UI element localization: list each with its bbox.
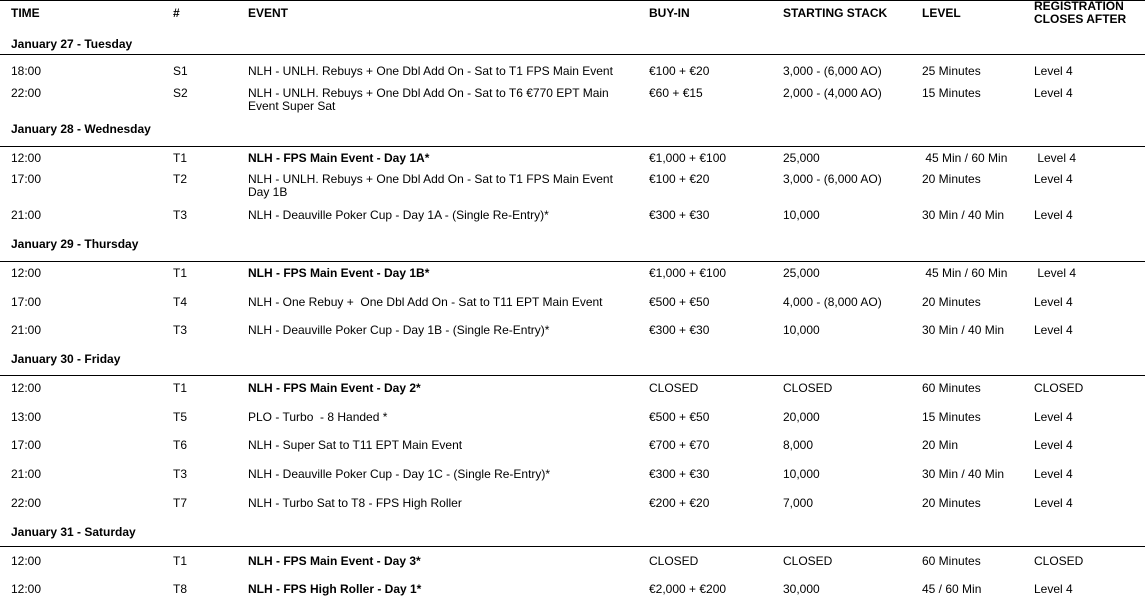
cell-time: 17:00 [11,438,42,452]
cell-time: 12:00 [11,151,42,165]
cell-starting-stack: 4,000 - (8,000 AO) [783,295,882,309]
day-heading: January 31 - Saturday [11,525,136,539]
cell-level: 15 Minutes [922,410,981,424]
cell-registration: Level 4 [1034,86,1073,100]
cell-level: 30 Min / 40 Min [922,323,1005,337]
header-registration-line2: CLOSES AFTER [1034,12,1127,26]
cell-time: 22:00 [11,86,42,100]
cell-registration: Level 4 [1034,582,1073,596]
cell-time: 12:00 [11,554,42,568]
cell-starting-stack: CLOSED [783,381,833,395]
day-heading: January 29 - Thursday [11,237,139,251]
cell-registration: Level 4 [1034,208,1073,222]
cell-buyin: €300 + €30 [649,208,710,222]
cell-starting-stack: 8,000 [783,438,814,452]
cell-time: 21:00 [11,467,42,481]
cell-event [248,152,429,165]
cell-level: 60 Minutes [922,381,981,395]
cell-event-number: T7 [173,496,188,510]
cell-event-number: T1 [173,554,188,568]
cell-registration: Level 4 [1034,410,1073,424]
cell-event-line1: NLH - FPS Main Event - Day 1B* [248,266,430,280]
cell-registration: Level 4 [1034,467,1073,481]
cell-level: 60 Minutes [922,554,981,568]
cell-buyin: CLOSED [649,554,699,568]
cell-event [248,555,421,568]
cell-event-number: T5 [173,410,188,424]
cell-event-number: T1 [173,151,188,165]
cell-event-line2: Event Super Sat [248,99,336,113]
cell-starting-stack: 10,000 [783,208,820,222]
cell-time: 18:00 [11,64,42,78]
cell-time: 17:00 [11,295,42,309]
cell-event-number: T8 [173,582,188,596]
cell-event-number: T3 [173,467,188,481]
cell-starting-stack: 10,000 [783,467,820,481]
cell-starting-stack: 20,000 [783,410,820,424]
cell-level: 15 Minutes [922,86,981,100]
cell-event [248,583,421,596]
cell-level: 30 Min / 40 Min [922,208,1005,222]
day-heading: January 30 - Friday [11,352,121,366]
cell-event-line1: PLO - Turbo - 8 Handed * [248,410,388,424]
cell-starting-stack: 25,000 [783,266,820,280]
cell-registration: Level 4 [1034,323,1073,337]
cell-event [248,267,429,280]
cell-level: 45 Min / 60 Min [922,266,1008,280]
cell-event-line1: NLH - UNLH. Rebuys + One Dbl Add On - Sat to T1 FPS Main Event [248,64,613,78]
cell-event [248,411,387,424]
cell-event-number: T6 [173,438,188,452]
cell-buyin: €1,000 + €100 [649,151,727,165]
cell-event [248,209,549,222]
cell-event-number: T1 [173,266,188,280]
cell-starting-stack: 25,000 [783,151,820,165]
cell-event-line2: Day 1B [248,185,288,199]
cell-buyin: €100 + €20 [649,64,710,78]
cell-level: 30 Min / 40 Min [922,467,1005,481]
cell-level: 25 Minutes [922,64,981,78]
header-number: # [173,6,180,20]
cell-event-line1: NLH - FPS Main Event - Day 2* [248,381,421,395]
top-border [0,0,1145,1]
cell-event-number: S1 [173,64,188,78]
day-heading: January 28 - Wednesday [11,122,151,136]
cell-registration: CLOSED [1034,381,1084,395]
cell-starting-stack: CLOSED [783,554,833,568]
cell-level: 45 Min / 60 Min [922,151,1008,165]
day-divider [0,546,1145,547]
cell-event-number: T2 [173,172,188,186]
cell-buyin: €2,000 + €200 [649,582,727,596]
cell-time: 21:00 [11,323,42,337]
day-divider [0,261,1145,262]
cell-event-line1: NLH - Turbo Sat to T8 - FPS High Roller [248,496,462,510]
cell-event [248,296,603,309]
cell-buyin: €1,000 + €100 [649,266,727,280]
cell-registration: Level 4 [1034,295,1073,309]
cell-event-line1: NLH - FPS Main Event - Day 1A* [248,151,430,165]
cell-starting-stack: 30,000 [783,582,820,596]
cell-level: 20 Min [922,438,959,452]
cell-event [248,468,550,481]
cell-event-line1: NLH - FPS High Roller - Day 1* [248,582,422,596]
cell-starting-stack: 3,000 - (6,000 AO) [783,64,882,78]
cell-time: 12:00 [11,582,42,596]
cell-buyin: €300 + €30 [649,467,710,481]
cell-event-line1: NLH - UNLH. Rebuys + One Dbl Add On - Sat to T1 FPS Main Event [248,172,613,186]
cell-event-number: T4 [173,295,188,309]
cell-event-line1: NLH - Super Sat to T11 EPT Main Event [248,438,463,452]
cell-event [248,439,462,452]
cell-buyin: €500 + €50 [649,295,710,309]
cell-time: 21:00 [11,208,42,222]
cell-buyin: €200 + €20 [649,496,710,510]
cell-registration: Level 4 [1034,496,1073,510]
cell-event-line1: NLH - Deauville Poker Cup - Day 1C - (Single Re-Entry)* [248,467,551,481]
cell-starting-stack: 7,000 [783,496,814,510]
cell-event [248,65,613,78]
cell-event-line1: NLH - One Rebuy + One Dbl Add On - Sat to T11 EPT Main Event [248,295,603,309]
cell-time: 12:00 [11,381,42,395]
cell-buyin: €100 + €20 [649,172,710,186]
cell-event [248,324,549,337]
cell-event [248,382,421,395]
day-heading: January 27 - Tuesday [11,37,133,51]
cell-event-line1: NLH - Deauville Poker Cup - Day 1A - (Single Re-Entry)* [248,208,549,222]
cell-registration: CLOSED [1034,554,1084,568]
cell-event [248,173,613,199]
cell-level: 20 Minutes [922,172,981,186]
cell-time: 12:00 [11,266,42,280]
day-divider [0,54,1145,55]
cell-level: 45 / 60 Min [922,582,982,596]
cell-starting-stack: 10,000 [783,323,820,337]
cell-event-number: T3 [173,208,188,222]
header-event: EVENT [248,6,289,20]
header-time: TIME [11,6,40,20]
cell-registration: Level 4 [1034,266,1077,280]
cell-registration: Level 4 [1034,172,1073,186]
cell-time: 22:00 [11,496,42,510]
cell-event-line1: NLH - Deauville Poker Cup - Day 1B - (Single Re-Entry)* [248,323,550,337]
cell-buyin: CLOSED [649,381,699,395]
cell-buyin: €300 + €30 [649,323,710,337]
cell-registration: Level 4 [1034,64,1073,78]
cell-level: 20 Minutes [922,295,981,309]
day-divider [0,146,1145,147]
cell-registration: Level 4 [1034,151,1077,165]
cell-event-number: S2 [173,86,188,100]
day-divider [0,375,1145,376]
cell-time: 13:00 [11,410,42,424]
cell-event-line1: NLH - FPS Main Event - Day 3* [248,554,421,568]
cell-event-number: T3 [173,323,188,337]
cell-buyin: €700 + €70 [649,438,710,452]
cell-buyin: €500 + €50 [649,410,710,424]
header-registration-line1: REGISTRATION [1034,0,1124,13]
header-level: LEVEL [922,6,961,20]
cell-event-line1: NLH - UNLH. Rebuys + One Dbl Add On - Sat to T6 €770 EPT Main [248,86,609,100]
header-buyin: BUY-IN [649,6,690,20]
cell-buyin: €60 + €15 [649,86,703,100]
cell-registration: Level 4 [1034,438,1073,452]
cell-level: 20 Minutes [922,496,981,510]
cell-event [248,497,462,510]
header-starting-stack: STARTING STACK [783,6,888,20]
cell-event-number: T1 [173,381,188,395]
cell-starting-stack: 2,000 - (4,000 AO) [783,86,882,100]
cell-time: 17:00 [11,172,42,186]
cell-starting-stack: 3,000 - (6,000 AO) [783,172,882,186]
table-header [0,0,1145,27]
cell-event [248,87,609,113]
header-registration [1034,0,1144,26]
